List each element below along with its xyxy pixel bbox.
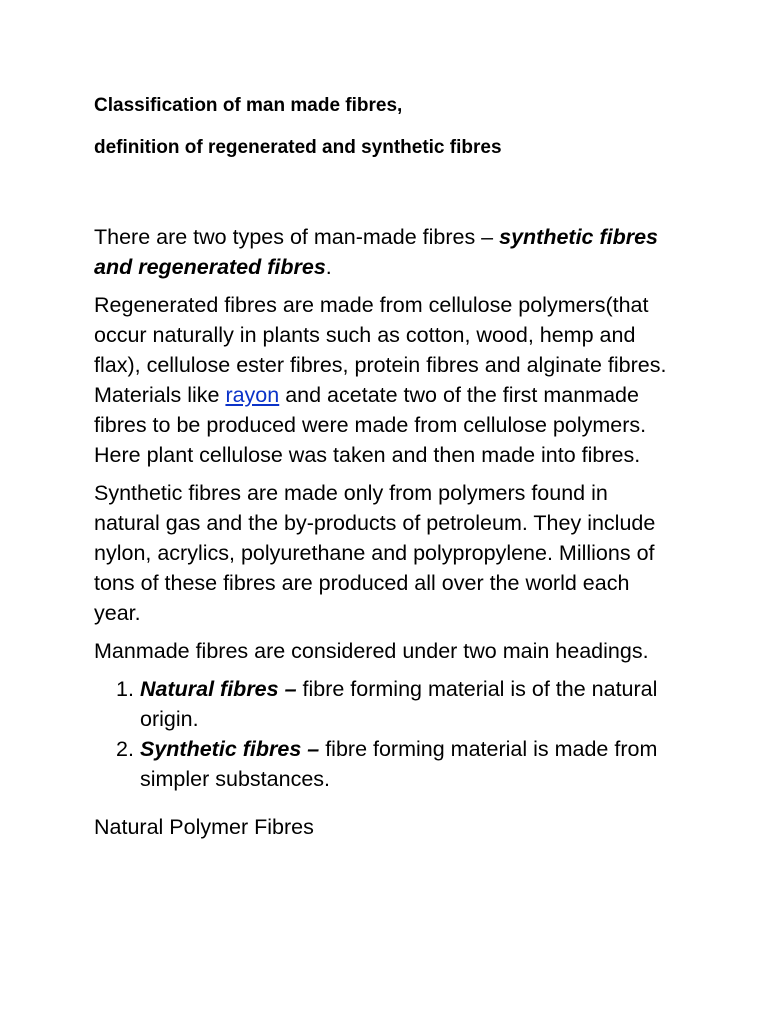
rayon-link[interactable]: rayon bbox=[225, 383, 280, 407]
list-term: Natural fibres – bbox=[140, 677, 297, 701]
list-description: fibre forming material is made from simpler substances. bbox=[140, 737, 658, 791]
synthetic-paragraph: Synthetic fibres are made only from polymers found in natural gas and the by-products of petroleum. They include nylon, acrylics, polyurethane and polypropylene. Millions of tons of these fibres are produced all over the world each year. bbox=[94, 481, 656, 625]
regenerated-paragraph bbox=[94, 290, 678, 470]
list-number: 2. bbox=[116, 737, 134, 761]
intro-emphasis: synthetic fibres and regenerated fibres bbox=[94, 225, 659, 279]
list-item bbox=[94, 674, 678, 734]
intro-paragraph bbox=[94, 222, 678, 282]
section-title: Natural Polymer Fibres bbox=[94, 815, 314, 839]
list-description: fibre forming material is of the natural origin. bbox=[140, 677, 658, 731]
list-number: 1. bbox=[116, 677, 134, 701]
document-subtitle: definition of regenerated and synthetic fibres bbox=[94, 137, 502, 158]
fibre-headings-list bbox=[94, 674, 678, 794]
regenerated-text: Regenerated fibres are made from cellulose polymers(that occur naturally in plants such as cotton, wood, hemp and flax), cellulose ester fibres, protein fibres and alginate fibres. Materials like bbox=[94, 293, 667, 407]
list-term: Synthetic fibres – bbox=[140, 737, 320, 761]
document-title: Classification of man made fibres, bbox=[94, 95, 403, 116]
intro-text-end: . bbox=[325, 255, 332, 279]
regenerated-text-end: and acetate two of the first manmade fibres to be produced were made from cellulose polymers. Here plant cellulose was taken and then made into fibres. bbox=[94, 383, 647, 467]
intro-text: There are two types of man-made fibres – bbox=[94, 225, 500, 249]
list-item bbox=[94, 734, 678, 794]
manmade-headings-paragraph: Manmade fibres are considered under two main headings. bbox=[94, 639, 649, 663]
